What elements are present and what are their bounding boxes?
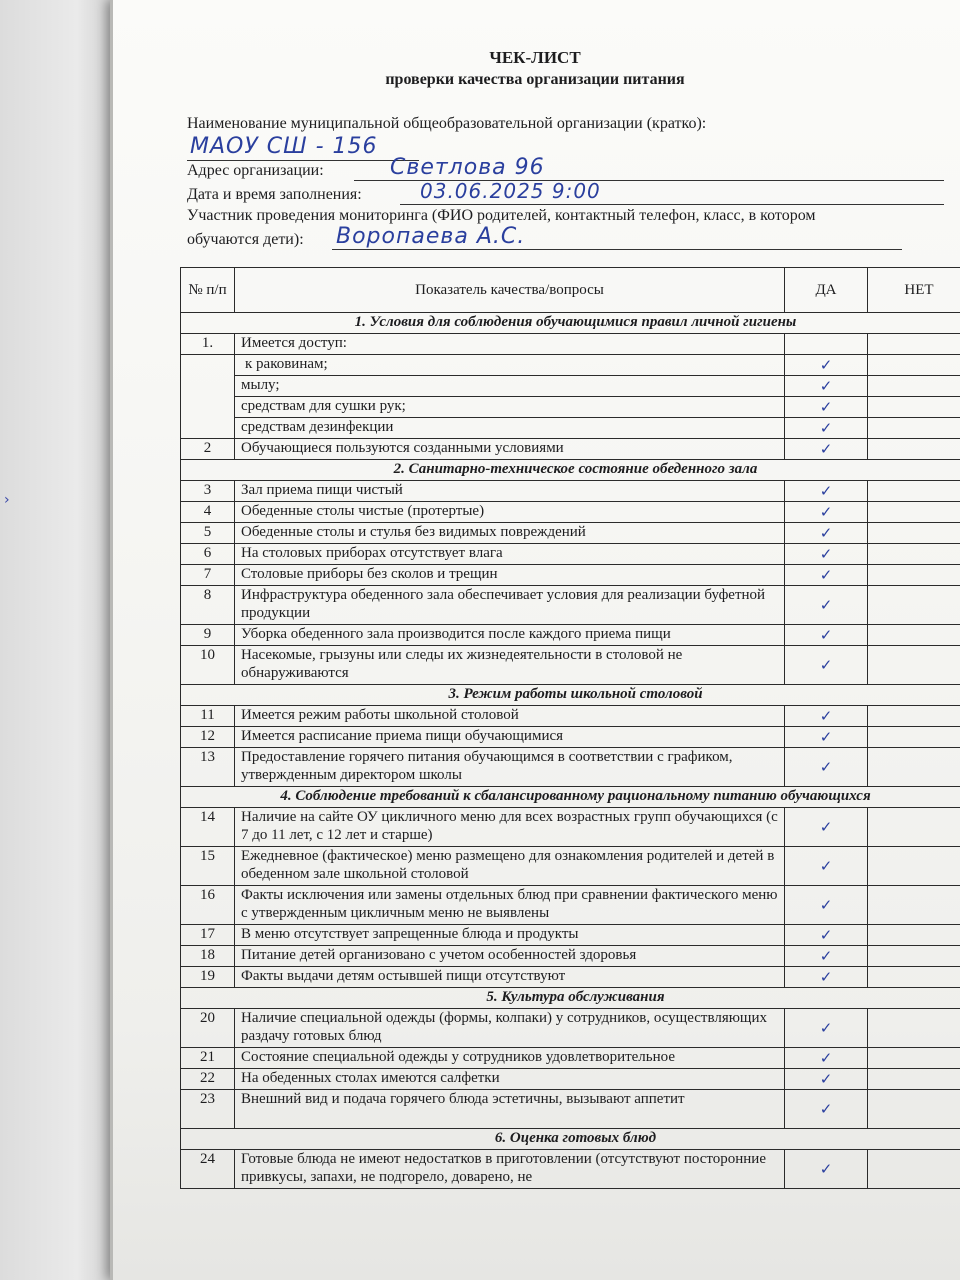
table-row [181,625,960,646]
row-question: Факты выдачи детям остывшей пищи отсутствуют [235,967,785,988]
row-number: 13 [181,748,235,787]
row-number: 17 [181,925,235,946]
table-row [181,808,960,847]
row-question: Состояние специальной одежды у сотрудников удовлетворительное [235,1048,785,1069]
row-number [181,376,235,397]
yes-cell[interactable] [785,808,868,847]
table-row [181,1090,960,1129]
section-row [181,685,960,706]
row-question: Готовые блюда не имеют недостатков в приготовлении (отсутствуют посторонние привкусы, запахи, не подгорело, доварено, не [235,1150,785,1189]
datetime-underline [400,204,944,205]
col-num-header: № п/п [181,268,235,313]
check-mark-icon: ✓ [819,481,833,500]
no-cell[interactable] [868,946,960,967]
row-number: 12 [181,727,235,748]
no-cell[interactable] [868,748,960,787]
row-question: Факты исключения или замены отдельных блюд при сравнении фактического меню с утвержденным цикличным меню не выявлены [235,886,785,925]
no-cell[interactable] [868,481,960,502]
row-question: Имеется доступ: [235,334,785,355]
row-question: Обучающиеся пользуются созданными условиями [235,439,785,460]
row-number: 8 [181,586,235,625]
no-cell[interactable] [868,1150,960,1189]
row-question: Обеденные столы и стулья без видимых повреждений [235,523,785,544]
no-cell[interactable] [868,523,960,544]
check-mark-icon: ✓ [819,1069,833,1088]
row-number: 5 [181,523,235,544]
check-mark-icon: ✓ [819,502,833,521]
table-row [181,523,960,544]
no-cell[interactable] [868,967,960,988]
section-title: 1. Условия для соблюдения обучающимися правил личной гигиены [181,313,960,334]
yes-cell[interactable] [785,1069,868,1090]
row-question: Имеется режим работы школьной столовой [235,706,785,727]
table-row [181,727,960,748]
table-row [181,544,960,565]
table-row [181,502,960,523]
yes-cell[interactable] [785,523,868,544]
checklist-sheet [110,0,960,1280]
table-row [181,418,960,439]
yes-cell[interactable] [785,1090,868,1129]
yes-cell[interactable] [785,1048,868,1069]
yes-cell[interactable] [785,748,868,787]
row-question: средствам для сушки рук; [235,397,785,418]
address-label: Адрес организации: [187,162,324,179]
no-cell[interactable] [868,1069,960,1090]
yes-cell[interactable] [785,481,868,502]
adjacent-page [0,0,110,1280]
row-number [181,418,235,439]
check-mark-icon: ✓ [819,655,833,674]
no-cell[interactable] [868,355,960,376]
no-cell[interactable] [868,586,960,625]
yes-cell[interactable] [785,1150,868,1189]
section-title: 6. Оценка готовых блюд [181,1129,960,1150]
section-row [181,460,960,481]
table-row [181,748,960,787]
checklist-table [180,267,960,1189]
check-mark-icon: ✓ [819,1048,833,1067]
org-value[interactable]: МАОУ СШ - 156 [190,134,378,159]
table-body [181,313,960,1189]
row-number: 7 [181,565,235,586]
org-label: Наименование муниципальной общеобразовательной организации (кратко): [187,115,707,132]
yes-cell[interactable] [785,334,868,355]
row-question: Внешний вид и подача горячего блюда эстетичны, вызывают аппетит [235,1090,785,1129]
org-underline [187,160,419,161]
table-row [181,646,960,685]
row-number: 22 [181,1069,235,1090]
row-number: 6 [181,544,235,565]
row-number [181,397,235,418]
row-question: Питание детей организовано с учетом особенностей здоровья [235,946,785,967]
yes-cell[interactable] [785,544,868,565]
check-mark-icon: ✓ [819,925,833,944]
no-cell[interactable] [868,565,960,586]
row-number: 18 [181,946,235,967]
row-number: 9 [181,625,235,646]
table-row [181,1009,960,1048]
address-value[interactable]: Светлова 96 [390,155,545,180]
row-number: 10 [181,646,235,685]
document-title: ЧЕК-ЛИСТ [489,48,581,67]
check-mark-icon: ✓ [819,727,833,746]
row-question: Уборка обеденного зала производится после каждого приема пищи [235,625,785,646]
yes-cell[interactable] [785,586,868,625]
check-mark-icon: ✓ [819,1159,833,1178]
row-number: 19 [181,967,235,988]
row-number: 15 [181,847,235,886]
yes-cell[interactable] [785,376,868,397]
check-mark-icon: ✓ [819,967,833,986]
table-row [181,334,960,355]
participant-label-1: Участник проведения мониторинга (ФИО родителей, контактный телефон, класс, в котором [187,207,816,224]
check-mark-icon: ✓ [819,376,833,395]
check-mark-icon: ✓ [819,439,833,458]
no-cell[interactable] [868,1090,960,1129]
table-row [181,967,960,988]
no-cell[interactable] [868,418,960,439]
yes-cell[interactable] [785,397,868,418]
participant-label-2: обучаются дети): [187,231,304,248]
check-mark-icon: ✓ [819,757,833,776]
yes-cell[interactable] [785,418,868,439]
row-number: 23 [181,1090,235,1129]
check-mark-icon: ✓ [819,523,833,542]
no-cell[interactable] [868,925,960,946]
section-row [181,1129,960,1150]
yes-cell[interactable] [785,646,868,685]
row-question: Наличие специальной одежды (формы, колпаки) у сотрудников, осуществляющих раздачу готовых блюд [235,1009,785,1048]
row-number: 2 [181,439,235,460]
table-row [181,355,960,376]
table-row [181,376,960,397]
row-question: Предоставление горячего питания обучающимся в соответствии с графиком, утвержденным директором школы [235,748,785,787]
yes-cell[interactable] [785,847,868,886]
checklist-table-wrap [180,267,960,1189]
row-question: На обеденных столах имеются салфетки [235,1069,785,1090]
table-row [181,847,960,886]
table-row [181,397,960,418]
col-yes-header: ДА [785,268,868,313]
table-header-row [181,268,960,313]
no-cell[interactable] [868,727,960,748]
section-row [181,787,960,808]
row-number: 16 [181,886,235,925]
yes-cell[interactable] [785,502,868,523]
table-row [181,886,960,925]
row-number: 24 [181,1150,235,1189]
yes-cell[interactable] [785,355,868,376]
yes-cell[interactable] [785,967,868,988]
row-question: Инфраструктура обеденного зала обеспечивает условия для реализации буфетной продукции [235,586,785,625]
row-number: 11 [181,706,235,727]
check-mark-icon: ✓ [819,946,833,965]
row-number: 1. [181,334,235,355]
participant-value[interactable]: Воропаева А.С. [336,224,526,249]
check-mark-icon: ✓ [819,625,833,644]
yes-cell[interactable] [785,886,868,925]
row-question: средствам дезинфекции [235,418,785,439]
row-question: Ежедневное (фактическое) меню размещено для ознакомления родителей и детей в обеденном зале школьной столовой [235,847,785,886]
no-cell[interactable] [868,847,960,886]
no-cell[interactable] [868,886,960,925]
no-cell[interactable] [868,706,960,727]
table-row [181,1150,960,1189]
no-cell[interactable] [868,376,960,397]
row-number: 4 [181,502,235,523]
table-row [181,1048,960,1069]
yes-cell[interactable] [785,946,868,967]
check-mark-icon: ✓ [819,418,833,437]
yes-cell[interactable] [785,439,868,460]
participant-underline [332,249,902,250]
no-cell[interactable] [868,334,960,355]
check-mark-icon: ✓ [819,706,833,725]
col-question-header: Показатель качества/вопросы [235,268,785,313]
check-mark-icon: ✓ [819,595,833,614]
no-cell[interactable] [868,646,960,685]
datetime-label: Дата и время заполнения: [187,186,362,203]
row-question: В меню отсутствует запрещенные блюда и продукты [235,925,785,946]
row-question: На столовых приборах отсутствует влага [235,544,785,565]
no-cell[interactable] [868,1048,960,1069]
document-subtitle: проверки качества организации питания [385,71,685,88]
yes-cell[interactable] [785,625,868,646]
check-mark-icon: ✓ [819,1018,833,1037]
row-question: мылу; [235,376,785,397]
table-row [181,706,960,727]
check-mark-icon: ✓ [819,397,833,416]
table-row [181,946,960,967]
table-row [181,925,960,946]
pen-mark-icon: › [4,492,10,508]
check-mark-icon: ✓ [819,1099,833,1118]
row-question: Насекомые, грызуны или следы их жизнедеятельности в столовой не обнаруживаются [235,646,785,685]
no-cell[interactable] [868,808,960,847]
sheet-edge [110,0,113,1280]
yes-cell[interactable] [785,706,868,727]
table-row [181,481,960,502]
check-mark-icon: ✓ [819,355,833,374]
row-number: 3 [181,481,235,502]
check-mark-icon: ✓ [819,544,833,563]
row-question: к раковинам; [235,355,785,376]
row-question: Обеденные столы чистые (протертые) [235,502,785,523]
check-mark-icon: ✓ [819,565,833,584]
check-mark-icon: ✓ [819,895,833,914]
check-mark-icon: ✓ [819,856,833,875]
table-row [181,586,960,625]
section-title: 4. Соблюдение требований к сбалансированному рациональному питанию обучающихся [181,787,960,808]
section-title: 5. Культура обслуживания [181,988,960,1009]
datetime-value[interactable]: 03.06.2025 9:00 [420,179,601,203]
row-question: Наличие на сайте ОУ цикличного меню для всех возрастных групп обучающихся (с 7 до 11 лет, с 12 лет и старше) [235,808,785,847]
row-number [181,355,235,376]
no-cell[interactable] [868,502,960,523]
row-question: Имеется расписание приема пищи обучающимися [235,727,785,748]
no-cell[interactable] [868,1009,960,1048]
no-cell[interactable] [868,544,960,565]
no-cell[interactable] [868,397,960,418]
row-question: Столовые приборы без сколов и трещин [235,565,785,586]
table-row [181,439,960,460]
section-row [181,313,960,334]
yes-cell[interactable] [785,727,868,748]
row-number: 20 [181,1009,235,1048]
row-number: 21 [181,1048,235,1069]
table-row [181,565,960,586]
section-title: 2. Санитарно-техническое состояние обеденного зала [181,460,960,481]
table-row [181,1069,960,1090]
col-no-header: НЕТ [868,268,960,313]
yes-cell[interactable] [785,565,868,586]
check-mark-icon: ✓ [819,817,833,836]
no-cell[interactable] [868,625,960,646]
yes-cell[interactable] [785,1009,868,1048]
section-title: 3. Режим работы школьной столовой [181,685,960,706]
section-row [181,988,960,1009]
row-question: Зал приема пищи чистый [235,481,785,502]
no-cell[interactable] [868,439,960,460]
row-number: 14 [181,808,235,847]
yes-cell[interactable] [785,925,868,946]
